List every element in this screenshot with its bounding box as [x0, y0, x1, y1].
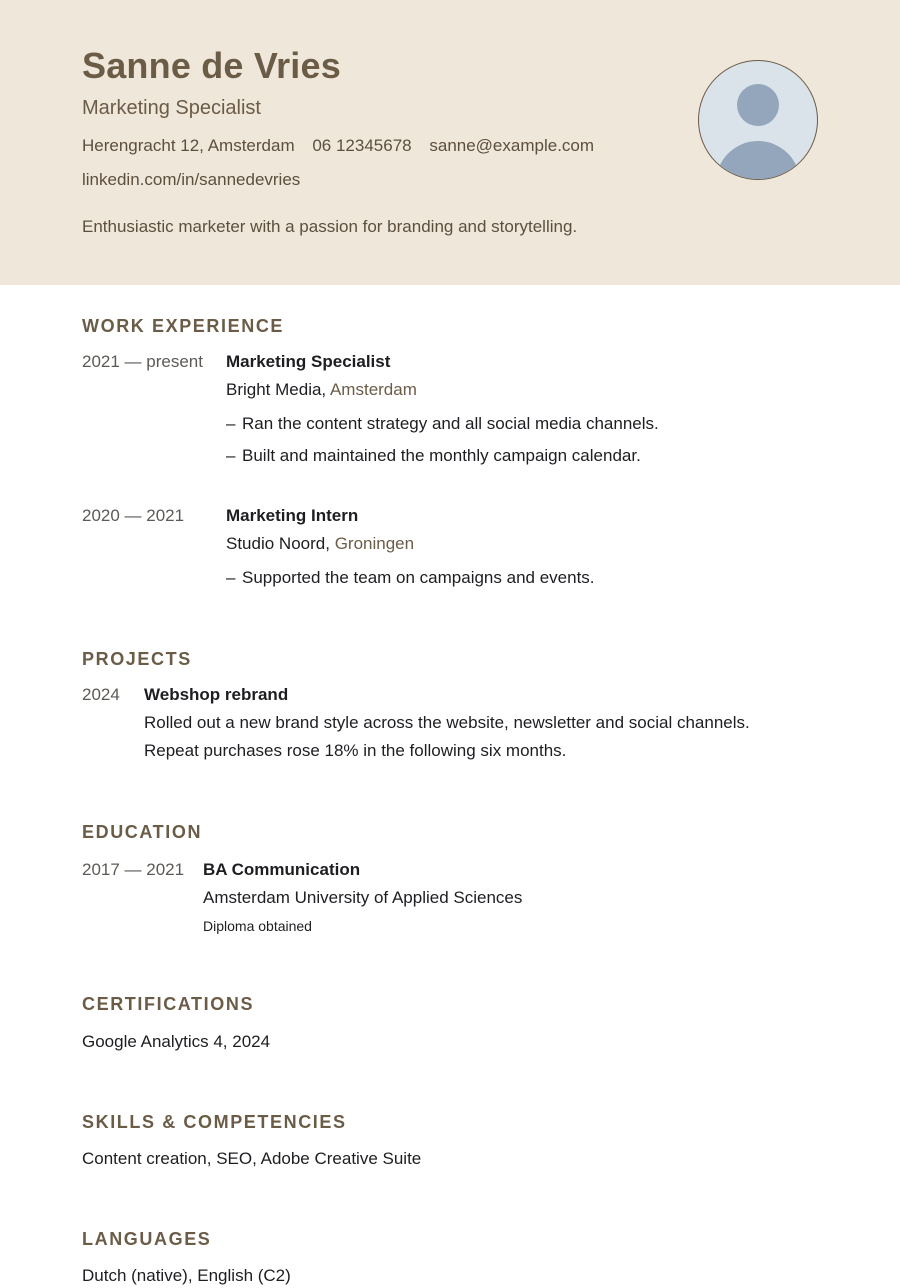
languages-text: Dutch (native), English (C2)	[82, 1266, 291, 1285]
certifications-text: Google Analytics 4, 2024	[82, 1032, 271, 1051]
address: Herengracht 12, Amsterdam	[82, 136, 295, 155]
email: sanne@example.com	[429, 136, 595, 155]
contact-info	[82, 134, 607, 158]
user-avatar-icon	[698, 60, 818, 180]
project-name: Webshop rebrand	[144, 685, 289, 704]
section-title-work: WORK EXPERIENCE	[82, 316, 285, 336]
work-entry	[226, 350, 659, 468]
work-org: Studio Noord,	[226, 534, 330, 553]
project-year: 2024	[82, 685, 120, 704]
work-city: Amsterdam	[329, 380, 417, 399]
work-position: Marketing Specialist	[226, 352, 391, 371]
skills-text: Content creation, SEO, Adobe Creative Suite	[82, 1149, 422, 1168]
work-bullet: – Ran the content strategy and all social media channels.	[226, 414, 659, 433]
education-dates: 2017 — 2021	[82, 860, 185, 879]
work-org: Bright Media,	[226, 380, 327, 399]
education-note: Diploma obtained	[203, 918, 312, 934]
education-degree: BA Communication	[203, 860, 361, 879]
phone: 06 12345678	[312, 136, 412, 155]
candidate-name: Sanne de Vries	[82, 45, 341, 86]
education-entry	[203, 858, 522, 936]
section-title-projects: PROJECTS	[82, 649, 192, 669]
work-bullet: – Built and maintained the monthly campaign calendar.	[226, 446, 641, 465]
section-title-skills: SKILLS & COMPETENCIES	[82, 1112, 347, 1132]
work-place	[226, 532, 595, 556]
project-entry	[144, 683, 750, 763]
work-city: Groningen	[334, 534, 415, 553]
project-description: Rolled out a new brand style across the website, newsletter and social channels.	[144, 713, 750, 732]
project-description: Repeat purchases rose 18% in the following six months.	[144, 741, 567, 760]
resume-header	[0, 0, 900, 285]
section-title-languages: LANGUAGES	[82, 1229, 212, 1249]
work-entry	[226, 504, 595, 590]
profile-summary: Enthusiastic marketer with a passion for branding and storytelling.	[82, 217, 578, 236]
section-title-education: EDUCATION	[82, 822, 203, 842]
work-dates: 2021 — present	[82, 352, 203, 371]
section-title-certifications: CERTIFICATIONS	[82, 994, 255, 1014]
work-position: Marketing Intern	[226, 506, 359, 525]
work-bullet: – Supported the team on campaigns and events.	[226, 568, 595, 587]
work-dates: 2020 — 2021	[82, 506, 185, 525]
linkedin: linkedin.com/in/sannedevries	[82, 170, 301, 189]
candidate-role: Marketing Specialist	[82, 97, 261, 119]
education-school: Amsterdam University of Applied Sciences	[203, 888, 523, 907]
work-place	[226, 378, 659, 402]
